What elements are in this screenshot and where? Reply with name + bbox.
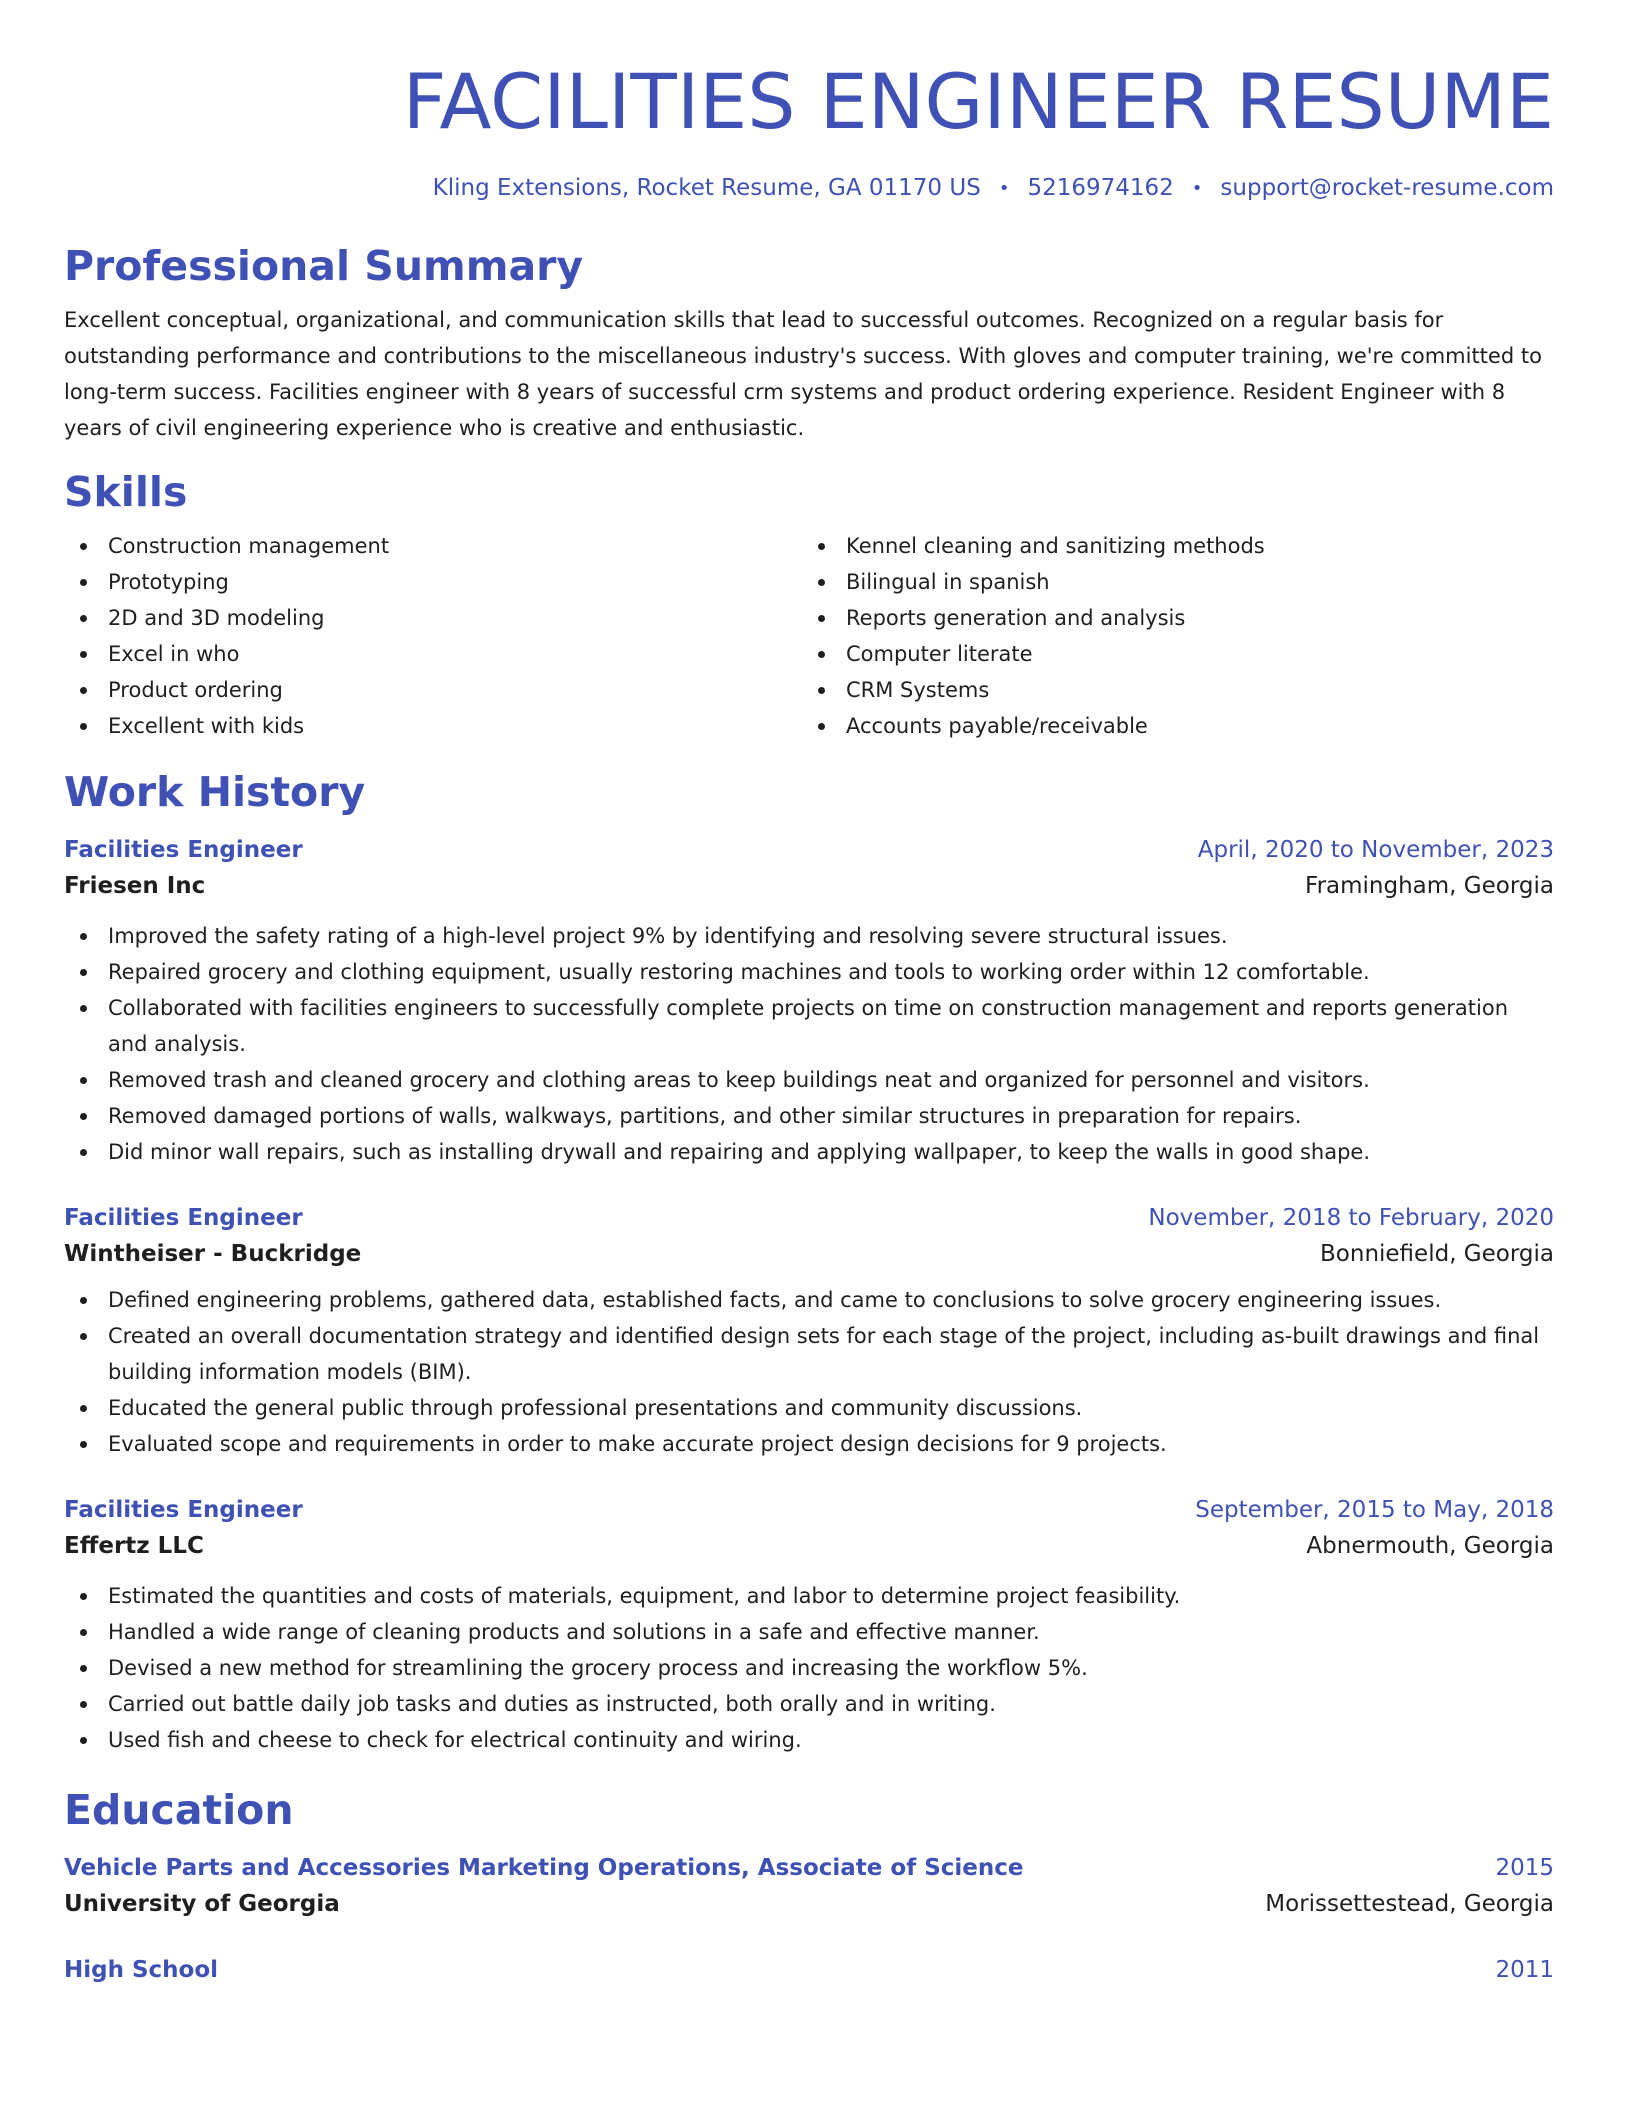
job-company-row bbox=[64, 1236, 1554, 1272]
education-location: Morissettestead, Georgia bbox=[1265, 1891, 1554, 1917]
job-entry bbox=[64, 1492, 1554, 1758]
skill-item: Kennel cleaning and sanitizing methods bbox=[802, 528, 1540, 564]
job-entry bbox=[64, 1200, 1554, 1462]
job-bullets bbox=[64, 1282, 1554, 1462]
skill-item: CRM Systems bbox=[802, 672, 1540, 708]
work-history-heading: Work History bbox=[64, 768, 366, 816]
contact-line bbox=[64, 172, 1554, 204]
job-bullet: Handled a wide range of cleaning products and solutions in a safe and effective manner. bbox=[64, 1614, 1554, 1650]
skills-left-list bbox=[64, 528, 802, 744]
job-location: Bonniefield, Georgia bbox=[1320, 1241, 1554, 1267]
job-bullet: Used fish and cheese to check for electrical continuity and wiring. bbox=[64, 1722, 1554, 1758]
education-school-row bbox=[64, 1886, 1554, 1922]
job-bullet: Evaluated scope and requirements in order to make accurate project design decisions for 9 projects. bbox=[64, 1426, 1554, 1462]
contact-separator: • bbox=[1191, 177, 1203, 199]
skill-item: Accounts payable/receivable bbox=[802, 708, 1540, 744]
job-bullet: Educated the general public through professional presentations and community discussions. bbox=[64, 1390, 1554, 1426]
job-bullet: Collaborated with facilities engineers to successfully complete projects on time on construction management and reports generation and analysis. bbox=[64, 990, 1554, 1062]
job-title: Facilities Engineer bbox=[64, 1497, 303, 1523]
job-bullet: Created an overall documentation strategy and identified design sets for each stage of the project, including as-built drawings and final building information models (BIM). bbox=[64, 1318, 1554, 1390]
skill-item: Prototyping bbox=[64, 564, 802, 600]
skill-item: Product ordering bbox=[64, 672, 802, 708]
job-bullet: Improved the safety rating of a high-level project 9% by identifying and resolving severe structural issues. bbox=[64, 918, 1554, 954]
skill-item: Excel in who bbox=[64, 636, 802, 672]
education-degree-row bbox=[64, 1952, 1554, 1988]
job-bullet: Defined engineering problems, gathered data, established facts, and came to conclusions to solve grocery engineering issues. bbox=[64, 1282, 1554, 1318]
job-bullet: Removed trash and cleaned grocery and clothing areas to keep buildings neat and organized for personnel and visitors. bbox=[64, 1062, 1554, 1098]
contact-address: Kling Extensions, Rocket Resume, GA 01170 US bbox=[432, 175, 981, 201]
work-history-section bbox=[64, 766, 1554, 1758]
summary-text: Excellent conceptual, organizational, and communication skills that lead to successful outcomes. Recognized on a regular basis for outstanding performance and contributions to the miscellaneous industry's success. With gloves and computer training, we're committed to long-term success. Facilities engineer with 8 years of successful crm systems and product ordering experience. Resident Engineer with 8 years of civil engineering experience who is creative and enthusiastic. bbox=[64, 308, 1542, 440]
job-title: Facilities Engineer bbox=[64, 1205, 303, 1231]
job-bullet: Estimated the quantities and costs of materials, equipment, and labor to determine project feasibility. bbox=[64, 1578, 1554, 1614]
job-bullets bbox=[64, 918, 1554, 1170]
education-year: 2011 bbox=[1495, 1957, 1554, 1983]
education-degree-row bbox=[64, 1850, 1554, 1886]
job-location: Abnermouth, Georgia bbox=[1306, 1533, 1554, 1559]
skill-item: Computer literate bbox=[802, 636, 1540, 672]
resume-title: FACILITIES ENGINEER RESUME bbox=[402, 57, 1554, 146]
job-title-row bbox=[64, 1492, 1554, 1528]
job-bullet: Repaired grocery and clothing equipment, usually restoring machines and tools to working order within 12 comfortable. bbox=[64, 954, 1554, 990]
contact-phone: 5216974162 bbox=[1027, 175, 1174, 201]
skill-item: Reports generation and analysis bbox=[802, 600, 1540, 636]
education-section bbox=[64, 1784, 1554, 1988]
summary-heading: Professional Summary bbox=[64, 242, 584, 290]
skills-columns bbox=[64, 528, 1554, 744]
job-title-row bbox=[64, 1200, 1554, 1236]
skill-item: Bilingual in spanish bbox=[802, 564, 1540, 600]
education-entry bbox=[64, 1952, 1554, 1988]
job-company: Friesen Inc bbox=[64, 873, 206, 899]
education-degree: High School bbox=[64, 1957, 219, 1983]
skill-item: Excellent with kids bbox=[64, 708, 802, 744]
job-dates: April, 2020 to November, 2023 bbox=[1197, 837, 1554, 863]
job-company: Wintheiser - Buckridge bbox=[64, 1241, 362, 1267]
job-title: Facilities Engineer bbox=[64, 837, 303, 863]
resume-page bbox=[64, 56, 1554, 1988]
job-dates: November, 2018 to February, 2020 bbox=[1148, 1205, 1554, 1231]
education-school: University of Georgia bbox=[64, 1891, 340, 1917]
job-location: Framingham, Georgia bbox=[1305, 873, 1554, 899]
skills-right-list bbox=[802, 528, 1540, 744]
job-bullet: Did minor wall repairs, such as installing drywall and repairing and applying wallpaper, to keep the walls in good shape. bbox=[64, 1134, 1554, 1170]
job-company-row bbox=[64, 868, 1554, 904]
education-degree: Vehicle Parts and Accessories Marketing Operations, Associate of Science bbox=[64, 1855, 1024, 1881]
skill-item: 2D and 3D modeling bbox=[64, 600, 802, 636]
education-year: 2015 bbox=[1495, 1855, 1554, 1881]
job-bullets bbox=[64, 1578, 1554, 1758]
job-dates: September, 2015 to May, 2018 bbox=[1195, 1497, 1554, 1523]
job-bullet: Devised a new method for streamlining the grocery process and increasing the workflow 5%. bbox=[64, 1650, 1554, 1686]
education-heading: Education bbox=[64, 1786, 294, 1834]
skill-item: Construction management bbox=[64, 528, 802, 564]
education-entry bbox=[64, 1850, 1554, 1922]
skills-heading: Skills bbox=[64, 468, 188, 516]
contact-email: support@rocket-resume.com bbox=[1220, 175, 1554, 201]
job-entry bbox=[64, 832, 1554, 1170]
job-bullet: Carried out battle daily job tasks and duties as instructed, both orally and in writing. bbox=[64, 1686, 1554, 1722]
job-company: Effertz LLC bbox=[64, 1533, 204, 1559]
contact-separator: • bbox=[998, 177, 1010, 199]
skills-section bbox=[64, 466, 1554, 744]
job-title-row bbox=[64, 832, 1554, 868]
summary-section bbox=[64, 240, 1554, 446]
job-company-row bbox=[64, 1528, 1554, 1564]
job-bullet: Removed damaged portions of walls, walkways, partitions, and other similar structures in preparation for repairs. bbox=[64, 1098, 1554, 1134]
